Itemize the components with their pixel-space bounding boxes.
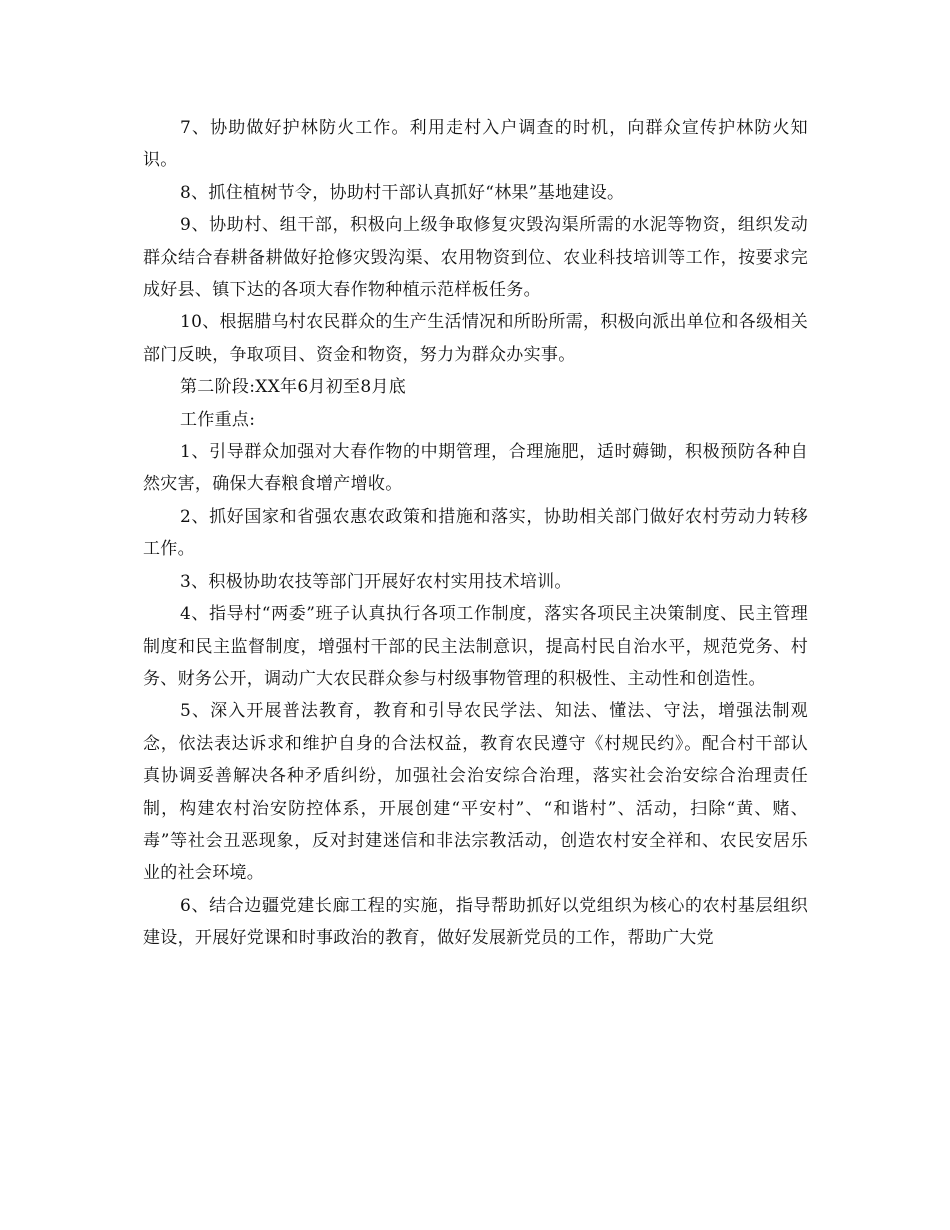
paragraph-item-9: 9、协助村、组干部，积极向上级争取修复灾毁沟渠所需的水泥等物资，组织发动群众结合春耕备耕做好抢修灾毁沟渠、农用物资到位、农业科技培训等工作，按要求完成好县、镇下达的各项大春作物种植示范样板任务。: [143, 215, 808, 301]
document-body: [143, 112, 808, 955]
paragraph-item-6: 6、结合边疆党建长廊工程的实施，指导帮助抓好以党组织为核心的农村基层组织建设，开展好党课和时事政治的教育，做好发展新党员的工作，帮助广大党: [143, 895, 808, 949]
paragraph-item-8: 8、抓住植树节令，协助村干部认真抓好“林果”基地建设。: [180, 182, 625, 203]
stage-heading: 第二阶段:XX年6月初至8月底: [180, 377, 407, 398]
paragraph-item-7: 7、协助做好护林防火工作。利用走村入户调查的时机，向群众宣传护林防火知识。: [143, 118, 808, 171]
paragraph-item-3: 3、积极协助农技等部门开展好农村实用技术培训。: [180, 571, 572, 592]
work-focus-heading: 工作重点:: [180, 409, 256, 430]
paragraph-item-5: 5、深入开展普法教育，教育和引导农民学法、知法、懂法、守法，增强法制观念，依法表达诉求和维护自身的合法权益，教育农民遵守《村规民约》。配合村干部认真协调妥善解决各种矛盾纠纷，加强社会治安综合治理，落实社会治安综合治理责任制，构建农村治安防控体系，开展创建“平安村”、“和谐村”、活动，扫除“黄、赌、毒”等社会丑恶现象，反对封建迷信和非法宗教活动，创造农村安全祥和、农民安居乐业的社会环境。: [143, 701, 808, 884]
paragraph-item-10: 10、根据腊乌村农民群众的生产生活情况和所盼所需，积极向派出单位和各级相关部门反映，争取项目、资金和物资，努力为群众办实事。: [143, 312, 808, 365]
paragraph-item-1: 1、引导群众加强对大春作物的中期管理，合理施肥，适时薅锄，积极预防各种自然灾害，确保大春粮食增产增收。: [143, 442, 808, 495]
paragraph-item-2: 2、抓好国家和省强农惠农政策和措施和落实，协助相关部门做好农村劳动力转移工作。: [143, 506, 808, 560]
paragraph-item-4: 4、指导村“两委”班子认真执行各项工作制度，落实各项民主决策制度、民主管理制度和民主监督制度，增强村干部的民主法制意识，提高村民自治水平，规范党务、村务、财务公开，调动广大农民群众参与村级事物管理的积极性、主动性和创造性。: [143, 604, 808, 689]
